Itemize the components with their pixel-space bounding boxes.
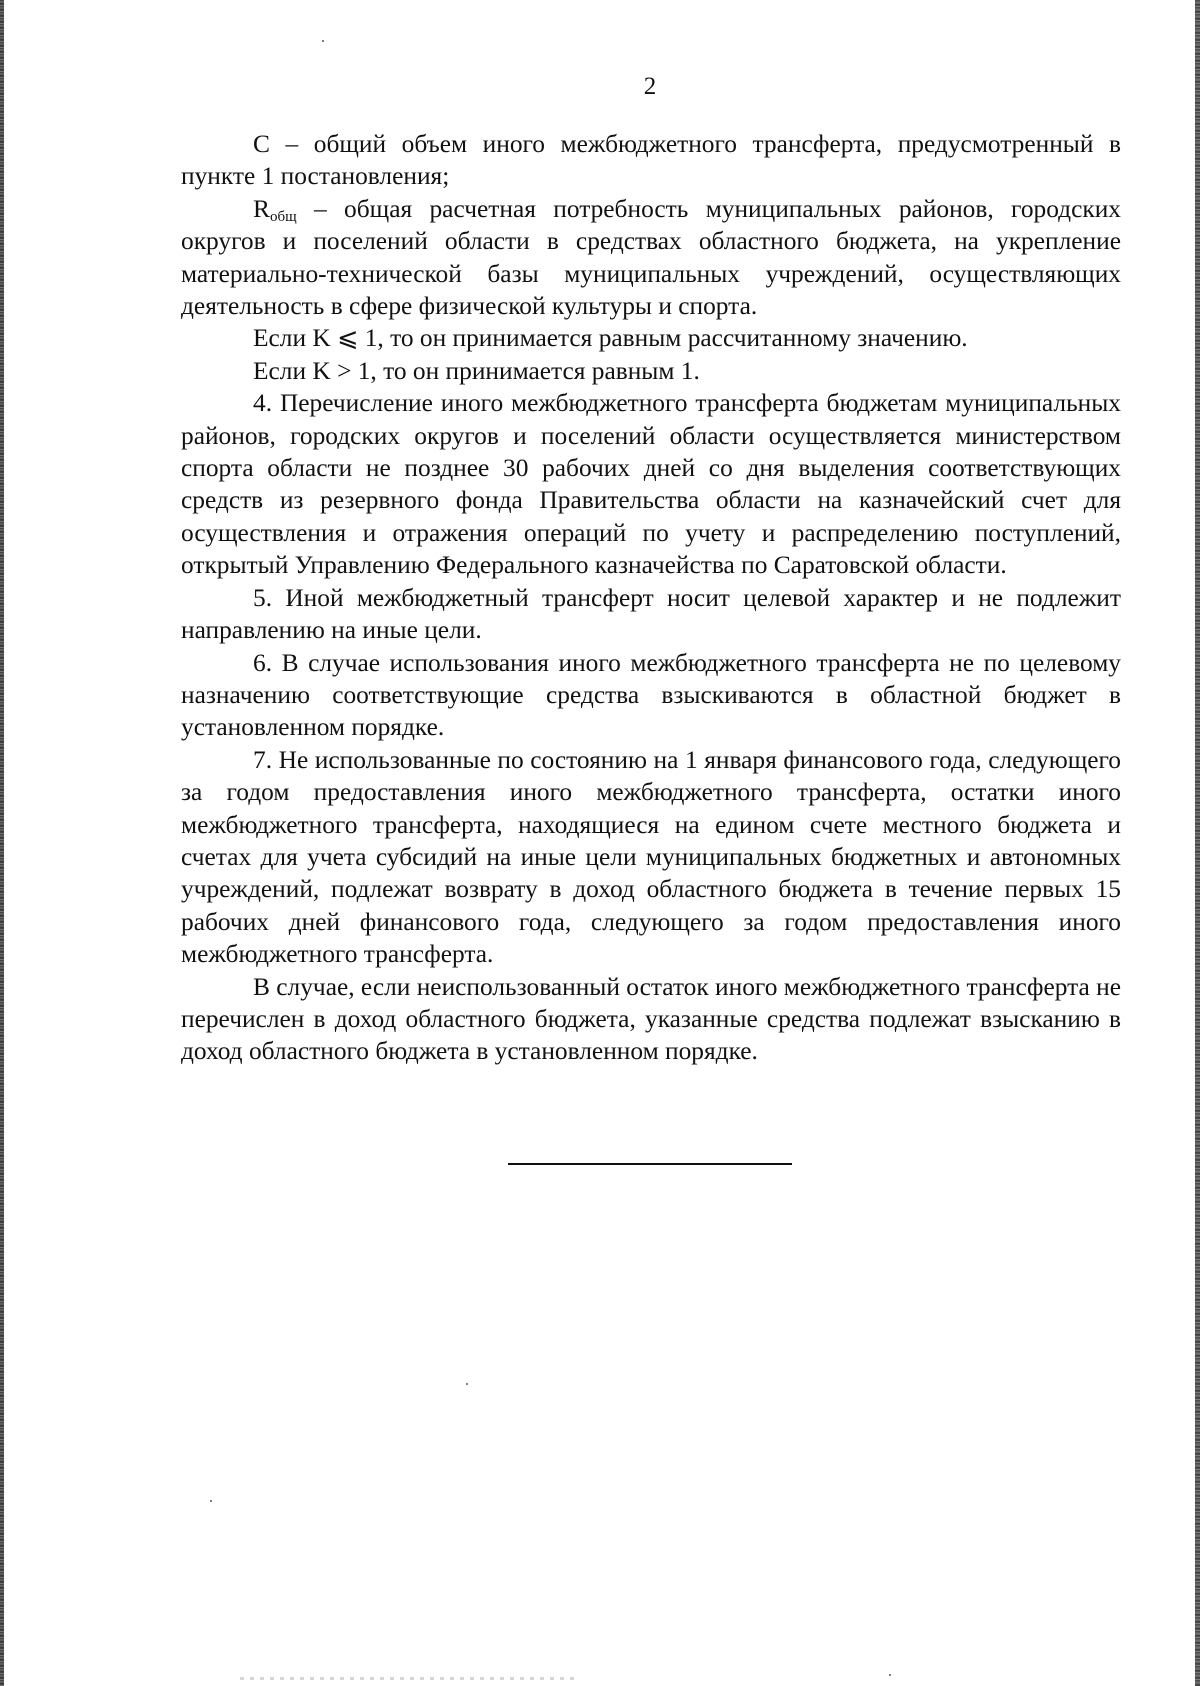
scan-bottom-noise xyxy=(240,1677,580,1680)
paragraph-k-less-equal: Если K ⩽ 1, то он принимается равным рассчитанному значению. xyxy=(253,324,968,353)
document-body xyxy=(181,128,1121,1068)
paragraph-item-6: 6. В случае использования иного межбюджетного трансферта не по целевому назначению соответствующие средства взыскиваются в областной бюджет в установленном порядке. xyxy=(181,648,1121,742)
paragraph-item-7-continuation: В случае, если неиспользованный остаток иного межбюджетного трансферта не перечислен в доход областного бюджета, указанные средства подлежат взысканию в доход областного бюджета в установленном порядке. xyxy=(181,972,1121,1066)
scan-speck xyxy=(210,1500,212,1502)
end-of-document-rule xyxy=(508,1163,792,1165)
paragraph-item-4: 4. Перечисление иного межбюджетного трансферта бюджетам муниципальных районов, городских округов и поселений области осуществляется министерством спорта области не позднее 30 рабочих дней со дня выделения соответствующих средств из резервного фонда Правительства области на казначейский счет для осуществления и отражения операций по учету и распределению поступлений, открытый Управлению Федерального казначейства по Саратовской области. xyxy=(181,389,1121,580)
paragraph-definition-r xyxy=(181,193,1121,323)
formula-symbol-r: R xyxy=(253,194,270,223)
paragraph-item-5: 5. Иной межбюджетный трансферт носит целевой характер и не подлежит направлению на иные цели. xyxy=(181,583,1121,645)
scan-speck xyxy=(889,1674,891,1676)
paragraph-definition-c: С – общий объем иного межбюджетного трансферта, предусмотренный в пункте 1 постановления; xyxy=(181,130,1121,191)
scan-edge-left xyxy=(0,0,4,1686)
formula-subscript: общ xyxy=(269,208,297,225)
paragraph-item-7: 7. Не использованные по состоянию на 1 января финансового года, следующего за годом предоставления иного межбюджетного трансферта, остатки иного межбюджетного трансферта, находящиеся на едином счете местного бюджета и счетах для учета субсидий на иные цели муниципальных бюджетных и автономных учреждений, подлежат возврату в доход областного бюджета в течение первых 15 рабочих дней финансового года, следующего за годом предоставления иного межбюджетного трансферта. xyxy=(181,745,1121,969)
scan-speck xyxy=(322,40,324,42)
page-number: 2 xyxy=(643,73,657,100)
scan-speck xyxy=(466,1383,468,1385)
paragraph-k-greater: Если K > 1, то он принимается равным 1. xyxy=(253,356,700,385)
paragraph-definition-r-text: – общая расчетная потребность муниципальных районов, городских округов и поселений области в средствах областного бюджета, на укрепление материально-технической базы муниципальных учреждений, осуществляющих деятельность в сфере физической культуры и спорта. xyxy=(181,194,1121,321)
scan-edge-right xyxy=(1195,0,1200,1686)
